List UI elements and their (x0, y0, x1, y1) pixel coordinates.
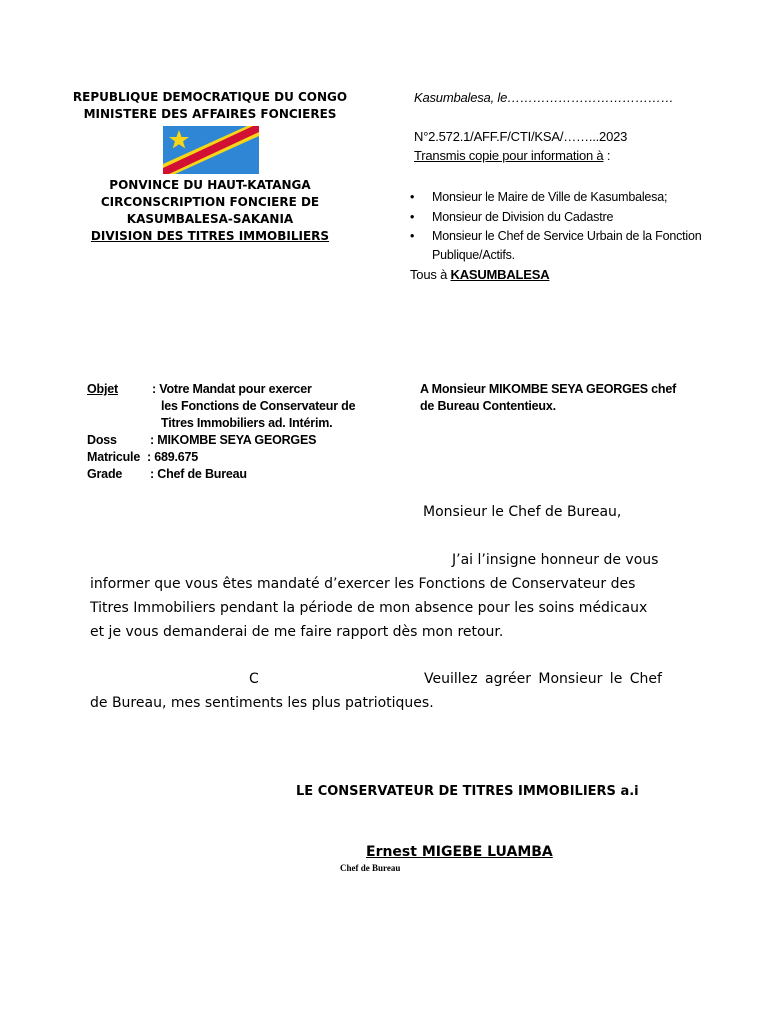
list-item (410, 187, 710, 207)
recipient-text: Monsieur de Division du Cadastre (432, 210, 614, 224)
objet-line3: Titres Immobiliers ad. Intérim. (161, 416, 333, 430)
grade-value: : Chef de Bureau (150, 467, 247, 481)
circonscription-name: CIRCONSCRIPTION FONCIERE DE (100, 195, 320, 209)
signatory-title: LE CONSERVATEUR DE TITRES IMMOBILIERS a.i (296, 784, 639, 799)
bullet-icon: • (410, 190, 415, 204)
grade-row (87, 466, 387, 483)
addressee-line2: de Bureau Contentieux. (420, 399, 556, 413)
recipient-list (410, 187, 710, 265)
objet-line1: : Votre Mandat pour exercer (152, 382, 312, 396)
stray-character: C (249, 671, 259, 687)
copy-intro (414, 148, 610, 163)
location-name: KASUMBALESA-SAKANIA (126, 212, 294, 226)
all-recipients (410, 267, 549, 282)
addressee-line1: A Monsieur MIKOMBE SEYA GEORGES chef (420, 382, 677, 396)
paragraph-2-line2: de Bureau, mes sentiments les plus patriotiques. (90, 695, 434, 711)
flag-graphic (163, 126, 259, 174)
drc-flag-icon (163, 126, 259, 174)
addressee-block (420, 381, 720, 415)
matricule-row (87, 449, 387, 466)
objet-line2: les Fonctions de Conservateur de (161, 399, 356, 413)
list-item (410, 227, 710, 265)
paragraph-1-line2: informer que vous êtes mandaté d’exercer les Fonctions de Conservateur des (90, 576, 636, 592)
all-city: KASUMBALESA (450, 267, 550, 282)
ministry-name: MINISTERE DES AFFAIRES FONCIERES (83, 107, 337, 121)
copy-intro-text: Transmis copie pour information à (414, 148, 604, 163)
all-prefix: Tous à (410, 267, 451, 282)
grade-label: Grade (87, 467, 123, 481)
subject-block (87, 381, 387, 483)
paragraph-1-line3: Titres Immobiliers pendant la période de mon absence pour les soins médicaux (90, 600, 648, 616)
header-left (60, 89, 360, 123)
place-date: Kasumbalesa, le………………………………… (414, 90, 674, 105)
list-item (410, 207, 710, 227)
province-name: PONVINCE DU HAUT-KATANGA (109, 178, 311, 192)
reference-number: N°2.572.1/AFF.F/CTI/KSA/……...2023 (414, 129, 628, 144)
matricule-label: Matricule (87, 450, 141, 464)
recipient-text: Monsieur le Chef de Service Urbain de la Fonction Publique/Actifs. (432, 229, 702, 262)
objet-row (87, 381, 387, 398)
signatory-name: Ernest MIGEBE LUAMBA (366, 844, 553, 860)
doss-value: : MIKOMBE SEYA GEORGES (150, 433, 317, 447)
paragraph-1-first-line: J’ai l’insigne honneur de vous (452, 552, 659, 568)
matricule-value: : 689.675 (147, 450, 199, 464)
country-name: REPUBLIQUE DEMOCRATIQUE DU CONGO (72, 90, 348, 104)
salutation: Monsieur le Chef de Bureau, (423, 504, 622, 520)
recipient-text: Monsieur le Maire de Ville de Kasumbalesa; (432, 190, 668, 204)
objet-label: Objet (87, 382, 118, 396)
paragraph-1-rest (90, 572, 690, 644)
header-left-lower (60, 177, 360, 245)
doss-row (87, 432, 387, 449)
copy-intro-colon: : (603, 148, 611, 163)
bullet-icon: • (410, 229, 415, 243)
signatory-role: Chef de Bureau (340, 863, 401, 873)
division-name: DIVISION DES TITRES IMMOBILIERS (90, 229, 330, 243)
bullet-icon: • (410, 210, 415, 224)
paragraph-1-line4: et je vous demanderai de me faire rapport dès mon retour. (90, 624, 504, 640)
doss-label: Doss (87, 433, 117, 447)
paragraph-2-first-line: Veuillez agréer Monsieur le Chef (424, 671, 662, 687)
